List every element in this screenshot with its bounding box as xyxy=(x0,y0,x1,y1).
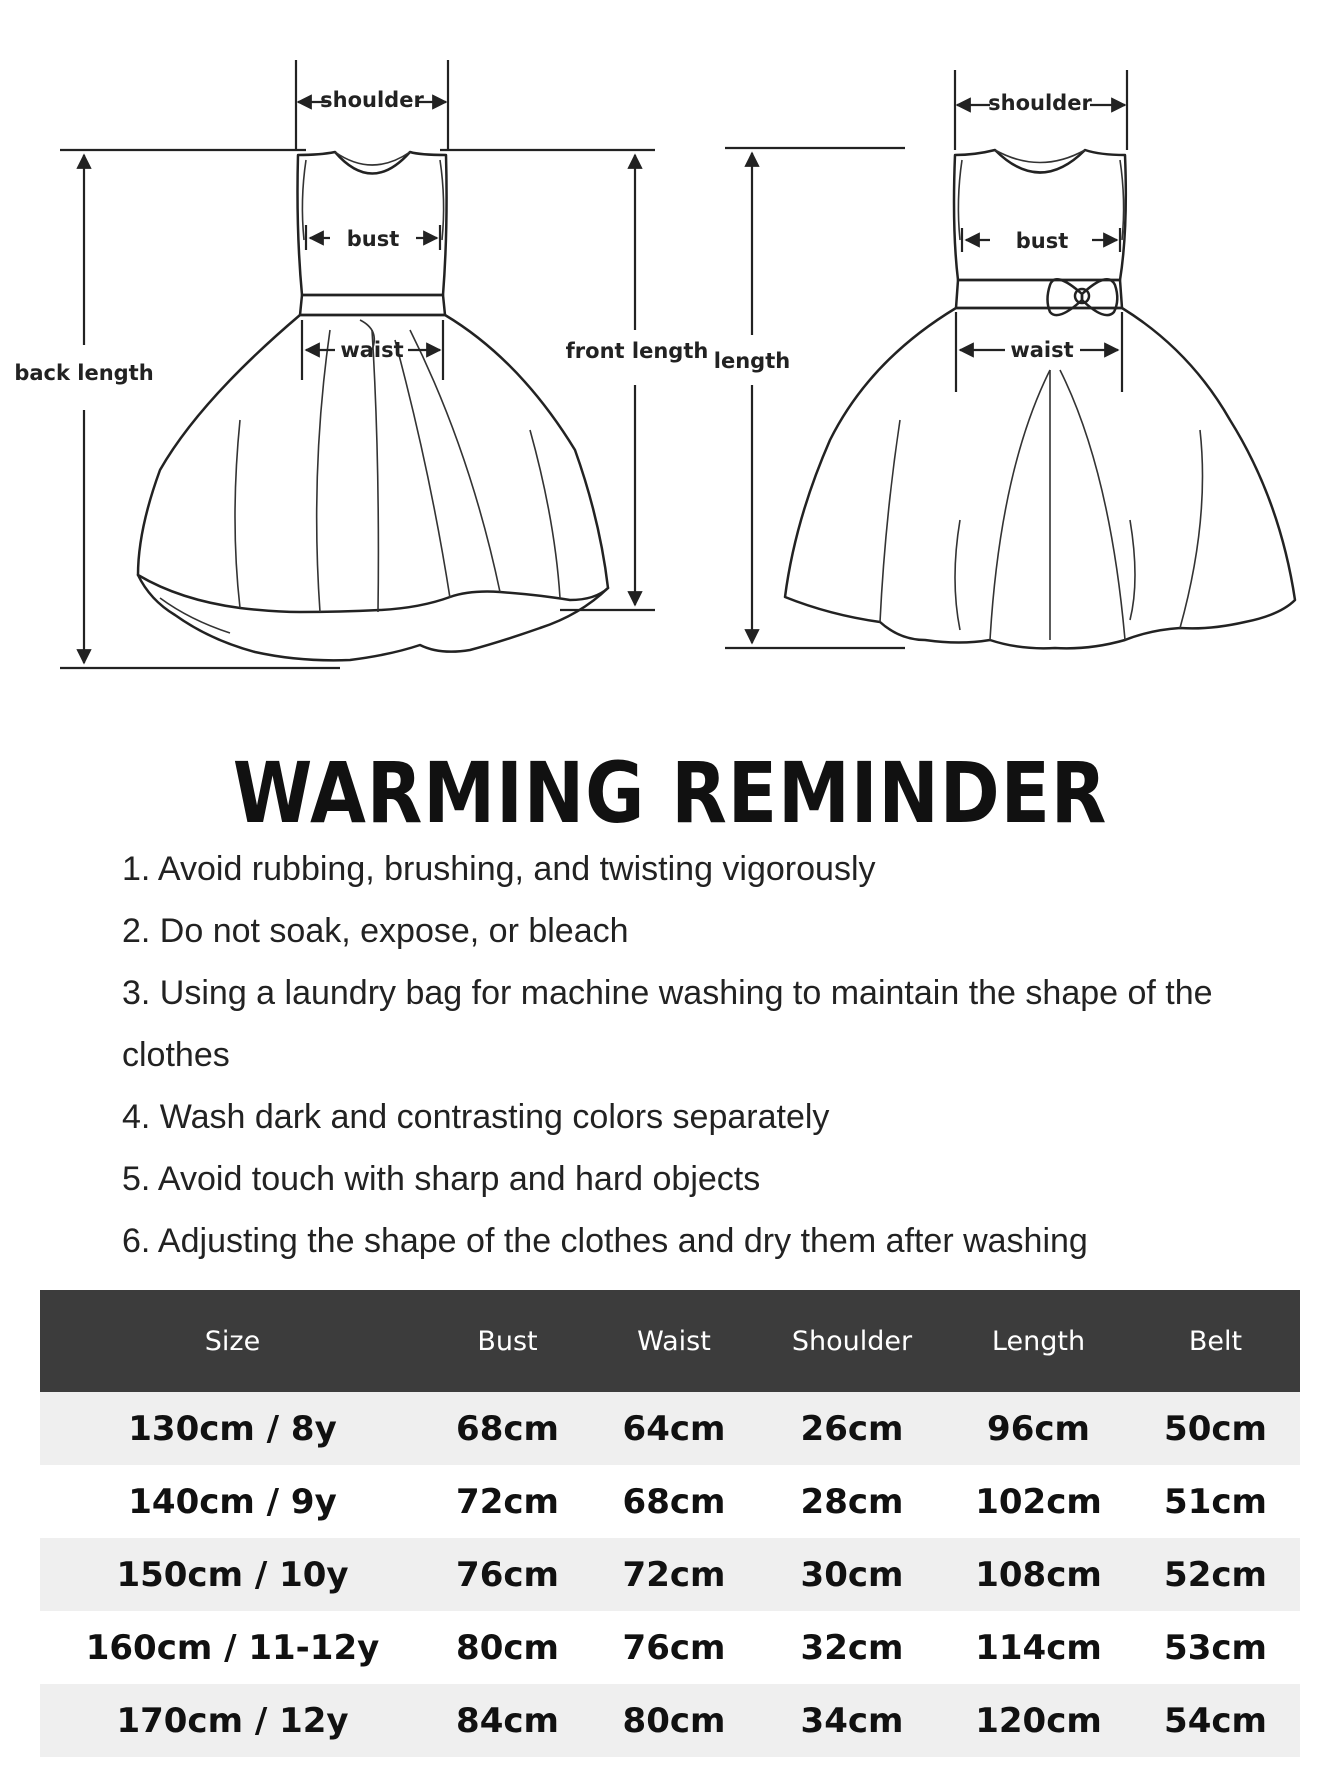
cell-size: 140cm / 9y xyxy=(40,1465,425,1538)
cell-belt: 51cm xyxy=(1131,1465,1300,1538)
cell-waist: 80cm xyxy=(590,1684,758,1757)
cell-shoulder: 32cm xyxy=(758,1611,946,1684)
right-waist-label: waist xyxy=(1010,338,1074,362)
cell-belt: 53cm xyxy=(1131,1611,1300,1684)
cell-length: 102cm xyxy=(946,1465,1131,1538)
table-row xyxy=(40,1538,1300,1611)
left-shoulder-label: shoulder xyxy=(320,88,424,112)
care-instruction-item: clothes xyxy=(122,1036,230,1074)
right-bust-label: bust xyxy=(1015,229,1069,253)
cell-size: 150cm / 10y xyxy=(40,1538,425,1611)
front-length-label: front length xyxy=(565,339,709,363)
cell-length: 114cm xyxy=(946,1611,1131,1684)
care-instruction-item: 6. Adjusting the shape of the clothes and dry them after washing xyxy=(122,1222,1088,1260)
cell-belt: 54cm xyxy=(1131,1684,1300,1757)
cell-length: 120cm xyxy=(946,1684,1131,1757)
right-dress-waistband xyxy=(956,280,1122,308)
back-length-label: back length xyxy=(14,361,154,385)
right-shoulder-label: shoulder xyxy=(988,91,1092,115)
cell-size: 160cm / 11-12y xyxy=(40,1611,425,1684)
cell-bust: 68cm xyxy=(425,1392,590,1465)
cell-belt: 50cm xyxy=(1131,1392,1300,1465)
care-instruction-item: 1. Avoid rubbing, brushing, and twisting vigorously xyxy=(122,850,876,888)
cell-bust: 80cm xyxy=(425,1611,590,1684)
left-waist-label: waist xyxy=(340,338,404,362)
cell-belt: 52cm xyxy=(1131,1538,1300,1611)
table-row xyxy=(40,1611,1300,1684)
table-header-row xyxy=(40,1290,1300,1392)
header-size: Size xyxy=(40,1290,425,1392)
header-waist: Waist xyxy=(590,1290,758,1392)
warming-reminder-title: WARMING REMINDER xyxy=(232,744,1108,842)
care-instruction-item: 4. Wash dark and contrasting colors separately xyxy=(122,1098,830,1136)
header-belt: Belt xyxy=(1131,1290,1300,1392)
cell-waist: 68cm xyxy=(590,1465,758,1538)
cell-bust: 84cm xyxy=(425,1684,590,1757)
right-dress-illustration xyxy=(714,70,1295,648)
header-shoulder: Shoulder xyxy=(758,1290,946,1392)
care-instruction-item: 3. Using a laundry bag for machine washing to maintain the shape of the xyxy=(122,974,1213,1012)
cell-shoulder: 30cm xyxy=(758,1538,946,1611)
left-dress-waistband xyxy=(300,295,445,315)
size-chart-table xyxy=(40,1290,1300,1757)
dress-measurement-diagram xyxy=(0,0,1340,700)
header-bust: Bust xyxy=(425,1290,590,1392)
care-instruction-item: 5. Avoid touch with sharp and hard objects xyxy=(122,1160,761,1198)
cell-bust: 72cm xyxy=(425,1465,590,1538)
length-label: length xyxy=(713,349,791,373)
right-dress-bodice xyxy=(954,150,1126,280)
left-dress-illustration xyxy=(14,60,708,668)
bow-icon xyxy=(1048,279,1118,315)
cell-waist: 64cm xyxy=(590,1392,758,1465)
cell-length: 96cm xyxy=(946,1392,1131,1465)
cell-waist: 72cm xyxy=(590,1538,758,1611)
care-instructions-list xyxy=(122,838,1282,1272)
cell-waist: 76cm xyxy=(590,1611,758,1684)
care-instruction-item: 2. Do not soak, expose, or bleach xyxy=(122,912,629,950)
cell-shoulder: 34cm xyxy=(758,1684,946,1757)
cell-shoulder: 26cm xyxy=(758,1392,946,1465)
cell-size: 170cm / 12y xyxy=(40,1684,425,1757)
table-row xyxy=(40,1392,1300,1465)
left-dress-bodice xyxy=(298,152,447,295)
table-row xyxy=(40,1465,1300,1538)
table-row xyxy=(40,1684,1300,1757)
cell-length: 108cm xyxy=(946,1538,1131,1611)
cell-size: 130cm / 8y xyxy=(40,1392,425,1465)
cell-bust: 76cm xyxy=(425,1538,590,1611)
header-length: Length xyxy=(946,1290,1131,1392)
cell-shoulder: 28cm xyxy=(758,1465,946,1538)
left-bust-label: bust xyxy=(346,227,400,251)
